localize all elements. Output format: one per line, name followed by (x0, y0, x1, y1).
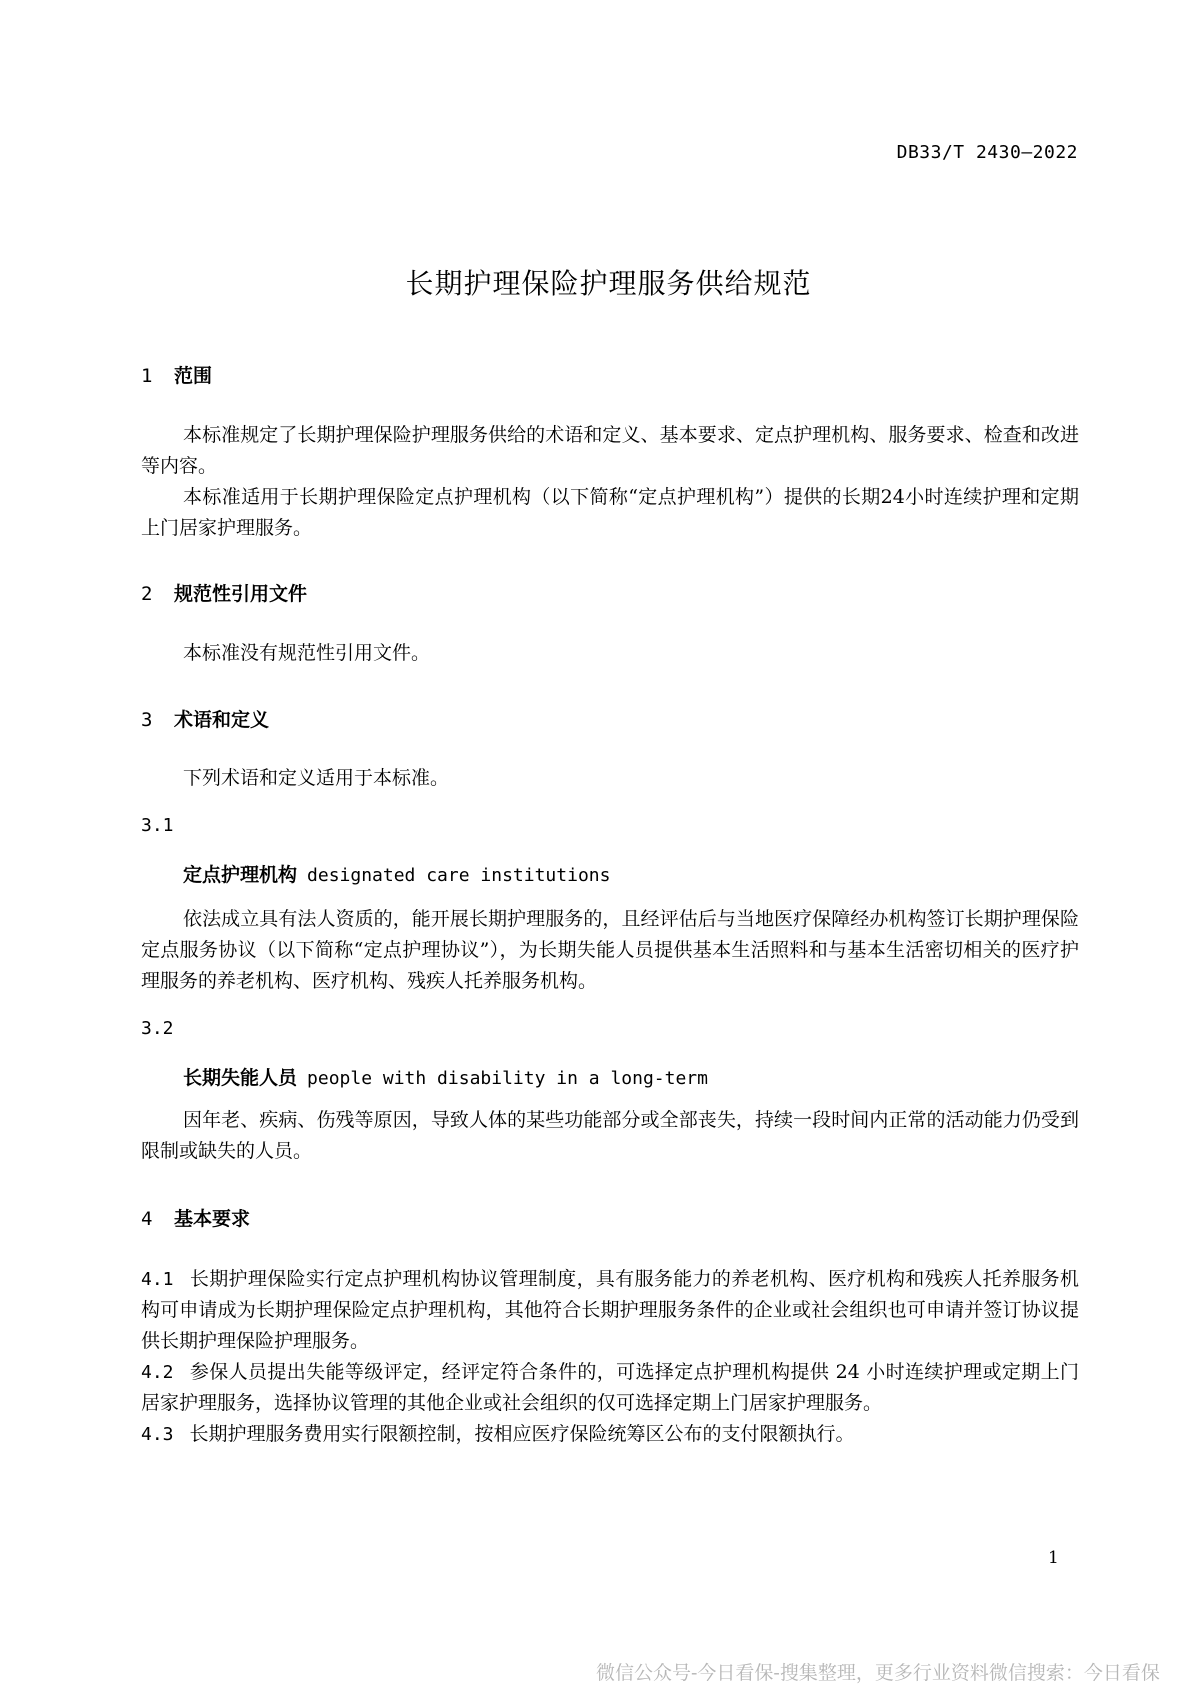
section-title: 基本要求 (174, 1208, 251, 1230)
terms-intro-paragraph: 下列术语和定义适用于本标准。 (183, 767, 450, 789)
clause-number-3-1: 3.1 (141, 815, 174, 836)
section-heading-4 (141, 1204, 250, 1231)
term-3-1 (183, 860, 610, 887)
term-3-1-definition: 依法成立具有法人资质的，能开展长期护理服务的，且经评估后与当地医疗保障经办机构签订长期护理保险定点服务协议（以下简称“定点护理协议”），为长期失能人员提供基本生活照料和与基本生活密切相关的医疗护理服务的养老机构、医疗机构、残疾人托养服务机构。 (141, 908, 1079, 992)
item-number: 4.1 (141, 1269, 174, 1290)
section-number: 3 (141, 709, 153, 731)
clause-number-3-2: 3.2 (141, 1018, 174, 1039)
scope-paragraph-2: 本标准适用于长期护理保险定点护理机构（以下简称“定点护理机构”）提供的长期24小时连续护理和定期上门居家护理服务。 (141, 486, 1079, 539)
item-text: 参保人员提出失能等级评定，经评定符合条件的，可选择定点护理机构提供 24 小时连续护理或定期上门居家护理服务，选择协议管理的其他企业或社会组织的仅可选择定期上门居家护理服务。 (141, 1361, 1079, 1414)
term-english: people with disability in a long-term (307, 1068, 708, 1089)
document-code: DB33/T 2430—2022 (896, 142, 1078, 163)
item-text: 长期护理服务费用实行限额控制，按相应医疗保险统筹区公布的支付限额执行。 (189, 1423, 855, 1445)
requirement-4-1 (141, 1264, 1079, 1357)
normative-references-paragraph: 本标准没有规范性引用文件。 (183, 642, 431, 664)
watermark: 微信公众号-今日看保-搜集整理，更多行业资料微信搜索：今日看保 (596, 1662, 1160, 1684)
requirement-4-2 (141, 1357, 1079, 1419)
section-heading-3 (141, 705, 269, 732)
page-number: 1 (1048, 1548, 1059, 1568)
section-heading-1 (141, 361, 212, 388)
document-title: 长期护理保险护理服务供给规范 (405, 267, 812, 300)
scope-paragraph-1: 本标准规定了长期护理保险护理服务供给的术语和定义、基本要求、定点护理机构、服务要求、检查和改进等内容。 (141, 424, 1079, 477)
item-number: 4.3 (141, 1424, 174, 1445)
section-title: 规范性引用文件 (174, 583, 308, 605)
term-3-2-definition: 因年老、疾病、伤残等原因，导致人体的某些功能部分或全部丧失，持续一段时间内正常的活动能力仍受到限制或缺失的人员。 (141, 1109, 1079, 1162)
item-text: 长期护理保险实行定点护理机构协议管理制度，具有服务能力的养老机构、医疗机构和残疾人托养服务机构可申请成为长期护理保险定点护理机构，其他符合长期护理服务条件的企业或社会组织也可申请并签订协议提供长期护理保险护理服务。 (141, 1268, 1079, 1352)
section-title: 术语和定义 (174, 709, 270, 731)
item-number: 4.2 (141, 1362, 174, 1383)
term-3-2 (183, 1063, 708, 1090)
section-number: 1 (141, 365, 153, 387)
term-english: designated care institutions (307, 865, 611, 886)
section-heading-2 (141, 579, 307, 606)
term-chinese: 定点护理机构 (183, 864, 298, 886)
term-chinese: 长期失能人员 (183, 1067, 298, 1089)
requirement-4-3 (141, 1419, 1079, 1450)
section-number: 2 (141, 583, 153, 605)
section-title: 范围 (174, 365, 213, 387)
section-number: 4 (141, 1208, 153, 1230)
